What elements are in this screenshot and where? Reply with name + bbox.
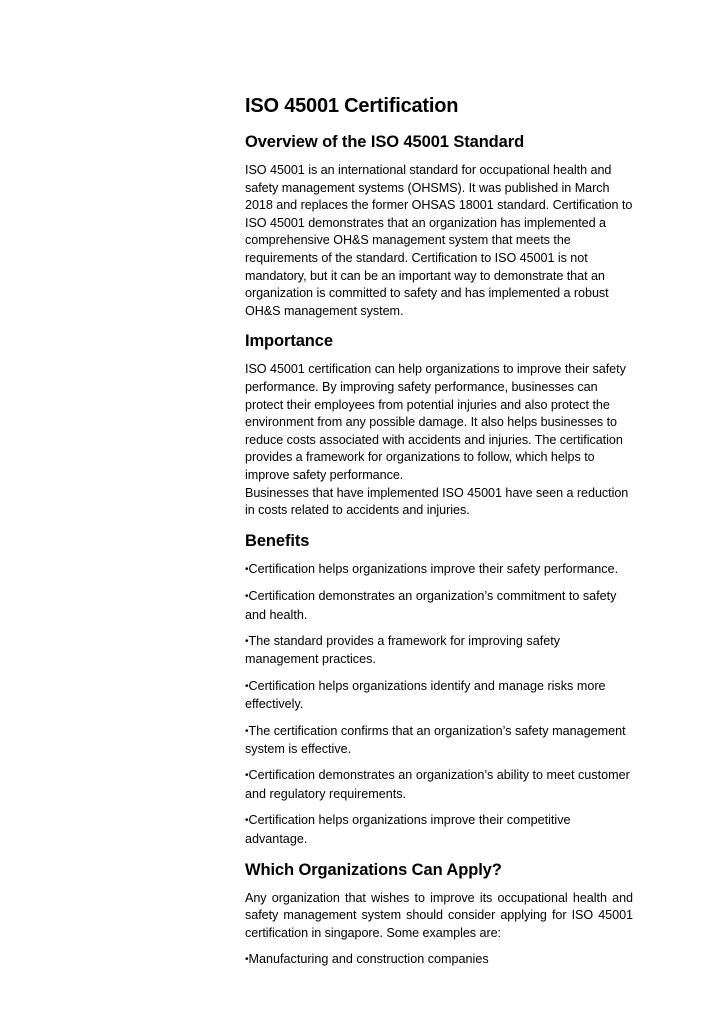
list-item: [245, 678, 633, 714]
section-heading: Which Organizations Can Apply?: [245, 860, 502, 879]
bullet-icon: •: [245, 815, 249, 827]
section-heading: Benefits: [245, 531, 310, 550]
section-importance: [245, 329, 633, 519]
list-item: [245, 951, 633, 970]
section-heading: Overview of the ISO 45001 Standard: [245, 133, 525, 151]
bullet-icon: •: [245, 590, 249, 602]
section-benefits: [245, 529, 633, 849]
list-item: [245, 812, 633, 848]
section-which-organizations: [245, 858, 633, 970]
bullet-icon: •: [245, 725, 249, 737]
section-overview: [245, 130, 633, 320]
bullet-icon: •: [245, 770, 249, 782]
bullet-icon: •: [245, 680, 249, 692]
section-paragraph: ISO 45001 is an international standard for occupational health and safety management systems (OHSMS). It was published in March 2018 and replaces the former OHSAS 18001 standard. Certification to ISO 45001 demonstrates that an organization has implemented a comprehensive OH&S management system that meets the requirements of the standard. Certification to ISO 45001 is not mandatory, but it can be an important way to demonstrate that an organization is committed to safety and has implemented a robust OH&S management system.: [245, 163, 633, 318]
list-item-text: Certification helps organizations improve their safety performance.: [248, 561, 619, 576]
bullet-icon: •: [245, 635, 249, 647]
list-item: [245, 633, 633, 669]
bullet-icon: •: [245, 563, 249, 575]
list-item-text: The certification confirms that an organization’s safety management system is effective.: [245, 723, 626, 757]
list-item: [245, 561, 633, 580]
list-item-text: Manufacturing and construction companies: [248, 952, 489, 967]
list-item-text: The standard provides a framework for improving safety management practices.: [245, 633, 560, 667]
document-title: ISO 45001 Certification: [245, 95, 459, 117]
document-page: [245, 92, 633, 979]
section-paragraph: Any organization that wishes to improve its occupational health and safety management system should consider applying for ISO 45001 certification in singapore. Some examples are:: [245, 890, 633, 940]
section-paragraph: ISO 45001 certification can help organizations to improve their safety performance. By improving safety performance, businesses can protect their employees from potential injuries and also protect the environment from any possible damage. It also helps businesses to reduce costs associated with accidents and injuries. The certification provides a framework for organizations to follow, which helps to improve safety performance.: [245, 362, 626, 482]
list-item-text: Certification demonstrates an organization’s commitment to safety and health.: [245, 588, 617, 622]
list-item-text: Certification helps organizations improve their competitive advantage.: [245, 813, 571, 846]
section-paragraph: Businesses that have implemented ISO 45001 have seen a reduction in costs related to accidents and injuries.: [245, 485, 629, 518]
section-heading: Importance: [245, 332, 333, 351]
list-item: [245, 588, 633, 624]
list-item: [245, 767, 633, 803]
bullet-icon: •: [245, 954, 249, 966]
list-item-text: Certification demonstrates an organization’s ability to meet customer and regulatory requirements.: [245, 768, 630, 802]
list-item-text: Certification helps organizations identify and manage risks more effectively.: [245, 678, 606, 712]
list-item: [245, 723, 633, 759]
